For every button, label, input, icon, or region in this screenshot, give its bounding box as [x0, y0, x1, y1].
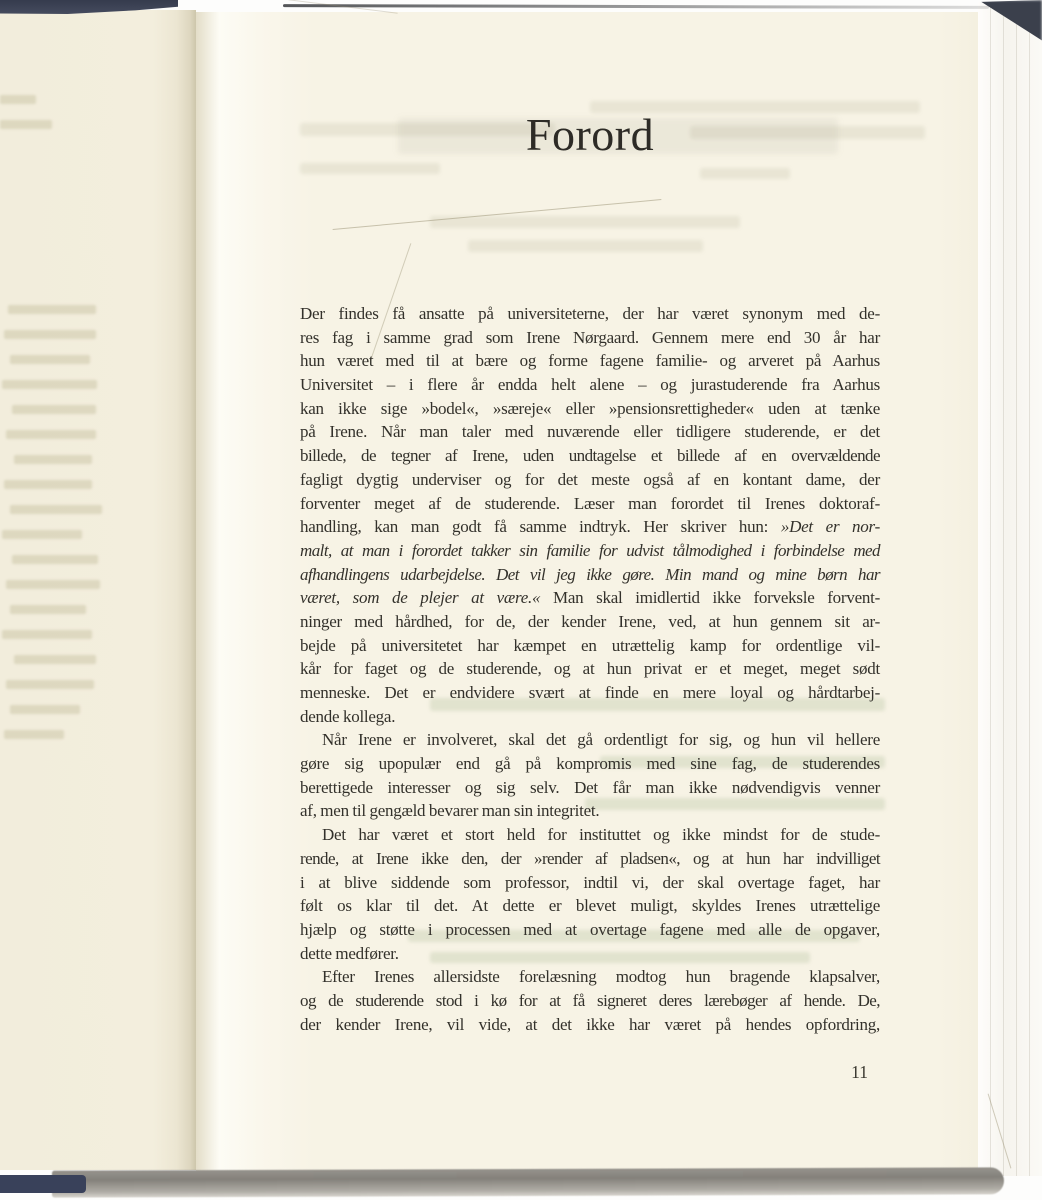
text-line — [300, 871, 880, 895]
text-line — [300, 728, 880, 752]
bleed-through-line — [14, 655, 96, 664]
text-line — [300, 444, 880, 468]
bleed-through-line — [700, 168, 790, 179]
text-segment: bejde på universitetet har kæmpet en utrættelig kamp for ordentlige vil- — [300, 635, 880, 655]
text-segment: billede, de tegner af Irene, uden undtagelse et billede af en overvældende — [300, 446, 880, 466]
page-number: 11 — [851, 1062, 868, 1082]
text-line — [300, 468, 880, 492]
page-edges-strip — [978, 2, 1042, 1176]
text-line — [300, 610, 880, 634]
text-segment: i at blive siddende som professor, indtil vi, der skal overtage faget, har — [300, 872, 880, 892]
text-segment: forventer meget af de studerende. Læser man forordet til Irenes doktoraf- — [300, 493, 880, 513]
text-segment: dende kollega. — [300, 706, 396, 726]
text-line — [300, 420, 880, 444]
text-segment: Universitet – i flere år endda helt alene – og jurastuderende fra Aarhus — [300, 375, 880, 395]
text-line — [300, 799, 880, 823]
text-segment: gøre sig upopulær end gå på kompromis med sine fag, de studerendes — [300, 754, 880, 774]
bleed-through-line — [10, 505, 102, 514]
text-segment: handling, kan man godt få samme indtryk. Her skriver hun: — [300, 517, 781, 537]
text-line — [300, 492, 880, 516]
text-line — [300, 1013, 880, 1037]
bleed-through-line — [430, 216, 740, 228]
text-line — [300, 752, 880, 776]
top-edge-line — [283, 4, 989, 9]
text-line — [300, 847, 880, 871]
italic-text-segment: »Det er nor- — [780, 517, 880, 537]
text-line — [300, 657, 880, 681]
text-segment: dette medfører. — [300, 943, 399, 963]
bleed-through-line — [6, 680, 94, 689]
text-segment: der kender Irene, vil vide, at det ikke har været på hendes opfordring, — [300, 1014, 880, 1034]
text-line — [300, 942, 880, 966]
bleed-through-line — [300, 163, 440, 174]
text-segment: kår for faget og de studerende, og at hun privat er et meget, meget sødt — [300, 659, 880, 679]
bleed-through-line — [0, 120, 52, 129]
bleed-through-line — [6, 430, 96, 439]
text-segment: og de studerende stod i kø for at få signeret deres lærebøger af hende. De, — [300, 990, 880, 1010]
text-segment: menneske. Det er endvidere svært at finde en mere loyal og hårdtarbej- — [300, 683, 880, 702]
bleed-through-line — [2, 630, 92, 639]
text-line — [300, 515, 880, 539]
bleed-through-line — [468, 240, 703, 252]
text-line — [300, 965, 880, 989]
text-line — [300, 586, 880, 610]
text-line — [300, 373, 880, 397]
text-line — [300, 326, 880, 350]
text-segment: på Irene. Når man taler med nuværende eller tidligere studerende, er det — [300, 422, 880, 442]
bleed-through-line — [12, 555, 98, 564]
bleed-through-line — [4, 480, 92, 489]
text-segment: hjælp og støtte i processen med at overtage fagene med alle de opgaver, — [300, 919, 880, 939]
text-line — [300, 989, 880, 1013]
bleed-through-line — [2, 530, 82, 539]
text-segment: fagligt dygtig underviser og for det meste også af en kontant dame, der — [300, 469, 880, 489]
bleed-through-line — [14, 455, 92, 464]
text-line — [300, 681, 880, 705]
bleed-through-line — [4, 330, 96, 339]
italic-text-segment: afhandlingens udarbejdelse. Det vil jeg ikke gøre. Min mand og mine børn har — [300, 564, 880, 584]
text-segment: af, men til gengæld bevarer man sin integritet. — [300, 801, 600, 821]
bleed-through-line — [10, 605, 86, 614]
text-line — [300, 634, 880, 658]
text-segment: Der findes få ansatte på universiteterne, der har været synonym med de- — [300, 304, 880, 323]
text-segment: Man skal imidlertid ikke forveksle forvent- — [540, 588, 880, 608]
left-page — [0, 10, 196, 1170]
text-line — [300, 302, 880, 326]
italic-text-segment: været, som de plejer at være.« — [300, 588, 541, 608]
text-segment: kan ikke sige »bodel«, »særeje« eller »pensionsrettigheder« uden at tænke — [300, 398, 880, 418]
body-text — [300, 302, 880, 1036]
italic-text-segment: malt, at man i forordet takker sin familie for udvist tålmodighed i forbindelse med — [300, 540, 880, 560]
text-line — [300, 563, 880, 587]
book-cover-bottom-navy — [0, 1175, 86, 1193]
text-segment: hun været med til at bære og forme fagene familie- og arveret på Aarhus — [300, 351, 880, 371]
text-line — [300, 823, 880, 847]
bleed-through-line — [2, 380, 97, 389]
text-segment: Det har været et stort held for instituttet og ikke mindst for de stude- — [322, 825, 880, 845]
bleed-through-line — [6, 580, 100, 589]
book-cover-bottom-edge — [52, 1167, 1004, 1197]
bleed-through-line — [12, 405, 96, 414]
text-line — [300, 539, 880, 563]
text-line — [300, 397, 880, 421]
text-line — [300, 349, 880, 373]
text-line — [300, 705, 880, 729]
bleed-through-line — [4, 730, 64, 739]
bleed-through-line — [10, 705, 80, 714]
text-segment: følt os klar til det. At dette er blevet muligt, skyldes Irenes utrættelige — [300, 896, 880, 916]
chapter-title: Forord — [525, 109, 655, 160]
text-line — [300, 776, 880, 800]
text-line — [300, 918, 880, 942]
text-segment: Når Irene er involveret, skal det gå ordentligt for sig, og hun vil hellere — [322, 730, 880, 750]
text-segment: Efter Irenes allersidste forelæsning modtog hun bragende klapsalver, — [322, 967, 880, 987]
bleed-through-line — [10, 355, 90, 364]
text-segment: ninger med hårdhed, for de, der kender Irene, ved, at hun gennem sit ar- — [300, 611, 880, 631]
bleed-through-line — [8, 305, 96, 314]
bleed-through-line — [0, 95, 36, 104]
text-segment: berettigede interesser og sig selv. Det får man ikke nødvendigvis venner — [300, 777, 880, 797]
text-segment: rende, at Irene ikke den, der »render af pladsen«, og at hun har indvilliget — [300, 848, 880, 868]
text-line — [300, 894, 880, 918]
text-segment: res fag i samme grad som Irene Nørgaard. Gennem mere end 30 år har — [300, 327, 880, 347]
